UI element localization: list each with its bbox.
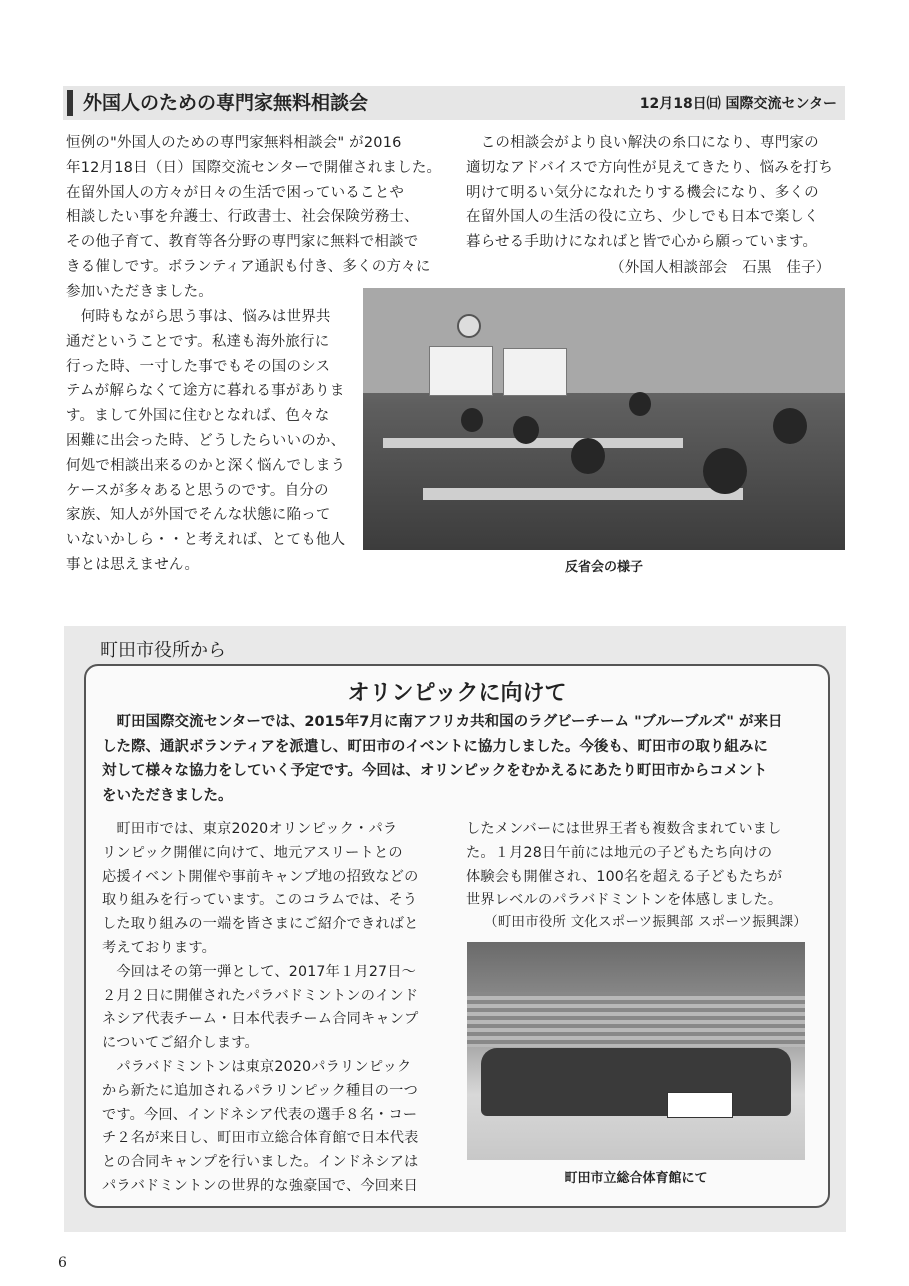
city-signature: （町田市役所 文化スポーツ振興部 スポーツ振興課） bbox=[484, 914, 808, 930]
header-accent-bar bbox=[67, 90, 73, 116]
photo-person bbox=[571, 438, 605, 474]
article-col1-top: 恒例の"外国人のための専門家無料相談会" が2016 年12月18日（日）国際交流センターで開催されました。 在留外国人の方々が日々の生活で困っていることや 相談したい事を弁護士、行政書士、社会保険労務士、 その他子育て、教育等各分野の専門家に無料で相談で きる催しです。ボランティア通訳も付き、多くの方々に 参加いただきました。 bbox=[66, 135, 442, 300]
photo-bleachers bbox=[467, 992, 805, 1047]
article-signature: （外国人相談部会 石黒 佳子） bbox=[610, 260, 831, 276]
page-number: 6 bbox=[58, 1255, 67, 1271]
meeting-photo bbox=[363, 288, 845, 550]
article-title: 外国人のための専門家無料相談会 bbox=[83, 92, 369, 114]
article-col2: この相談会がより良い解決の糸口になり、専門家の 適切なアドバイスで方向性が見えてきたり、悩みを打ち 明けて明るい気分になれたりする機会になり、多くの 在留外国人の生活の役に立ち、少しでも日本で楽しく 暮らせる手助けになればと皆で心から願っています。 bbox=[466, 135, 834, 251]
photo-person bbox=[773, 408, 807, 444]
photo-whiteboard bbox=[429, 346, 493, 396]
city-section-lead: 町田国際交流センターでは、2015年7月に南アフリカ共和国のラグビーチーム "ブルーブルズ" が来日 した際、通訳ボランティアを派遣し、町田市のイベントに協力しました。今後も、町田市の取り組みに 対して様々な協力をしていく予定です。今回は、オリンピックをむかえるにあたり町田市からコメント をいただきました。 bbox=[102, 714, 783, 804]
article-header bbox=[63, 86, 845, 120]
photo-whiteboard bbox=[503, 348, 567, 396]
photo-person bbox=[513, 416, 539, 444]
city-section-headline: オリンピックに向けて bbox=[347, 681, 567, 706]
article-date-venue: 12月18日㈰ 国際交流センター bbox=[639, 96, 837, 112]
city-col1: 町田市では、東京2020オリンピック・パラ リンピック開催に向けて、地元アスリートとの 応援イベント開催や事前キャンプ地の招致などの 取り組みを行っています。このコラムでは、そう した取り組みの一端を皆さまにご紹介できればと 考えております。 今回はその第一弾として、2017年１月27日〜 ２月２日に開催されたパラバドミントンのインド ネシア代表チーム・日本代表チーム合同キャンプ についてご紹介します。 パラバドミントンは東京2020パラリンピック から新たに追加されるパラリンピック種目の一つ です。今回、インドネシア代表の選手８名・コー チ２名が来日し、町田市立総合体育館で日本代表 との合同キャンプを行いました。インドネシアは パラバドミントンの世界的な強豪国で、今回来日 bbox=[102, 821, 419, 1194]
meeting-photo-caption: 反省会の様子 bbox=[564, 560, 643, 575]
article-col1-bottom: 何時もながら思う事は、悩みは世界共 通だということです。私達も海外旅行に 行った時、一寸した事でもその国のシス テムが解らなくて途方に暮れる事がありま す。まして外国に住むとなれば、色々な 困難に出会った時、どうしたらいいのか、 何処で相談出来るのかと深く悩んでしまう ケースが多々あると思うのです。自分の 家族、知人が外国でそんな状態に陥って いないかしら・・と考えれば、とても他人 事とは思えません。 bbox=[66, 309, 346, 573]
gym-photo-caption: 町田市立総合体育館にて bbox=[564, 1171, 708, 1186]
photo-group bbox=[481, 1048, 791, 1116]
photo-desk bbox=[423, 488, 743, 500]
photo-banner bbox=[667, 1092, 733, 1118]
photo-person bbox=[703, 448, 747, 494]
photo-person bbox=[629, 392, 651, 416]
gym-photo bbox=[467, 942, 805, 1160]
city-section-label: 町田市役所から bbox=[100, 640, 226, 661]
photo-person bbox=[461, 408, 483, 432]
photo-clock bbox=[457, 314, 481, 338]
city-col2: したメンバーには世界王者も複数含まれていまし た。１月28日午前には地元の子どもたち向けの 体験会も開催され、100名を超える子どもたちが 世界レベルのパラバドミントンを体感しました。 bbox=[466, 821, 783, 909]
